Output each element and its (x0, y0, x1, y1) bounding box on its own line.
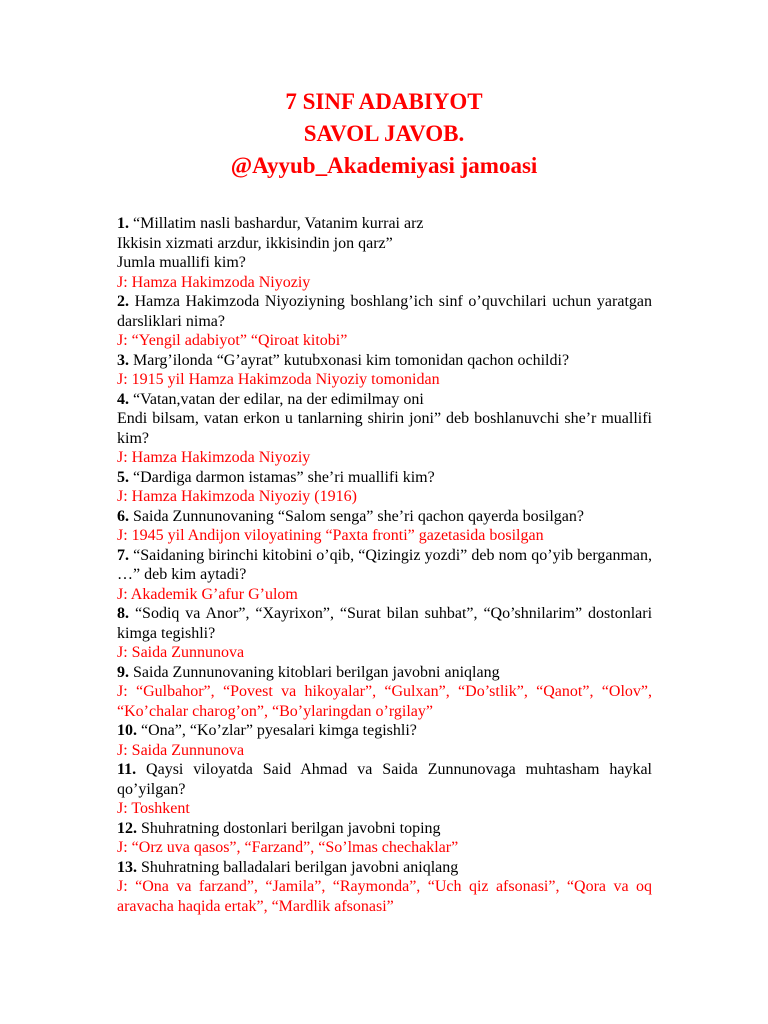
answer: J: Hamza Hakimzoda Niyoziy (1916) (117, 488, 357, 505)
qa-item (117, 292, 652, 351)
question-number: 8. (117, 605, 129, 622)
question (117, 390, 652, 449)
question-text: Jumla muallifi kim? (117, 254, 246, 271)
question-text (117, 820, 441, 837)
question-number: 10. (117, 722, 137, 739)
question-text (117, 664, 500, 681)
answer: J: “Ona va farzand”, “Jamila”, “Raymonda”, “Uch qiz afsonasi”, “Qora va oq aravacha haqida ertak”, “Mardlik afsonasi” (117, 878, 652, 915)
qa-item (117, 819, 652, 858)
question-line: Marg’ilonda “G’ayrat” kutubxonasi kim tomonidan qachon ochildi? (133, 351, 570, 369)
question-line: “Dardiga darmon istamas” she’ri muallifi kim? (133, 468, 435, 486)
question-line: “Saidaning birinchi kitobini o’qib, “Qizingiz yozdi” deb nom qo’yib berganman, …” deb kim aytadi? (117, 546, 653, 583)
question-text (117, 391, 424, 408)
question-text (117, 761, 652, 798)
question (117, 760, 652, 799)
question-text (117, 547, 652, 584)
question-number: 4. (117, 390, 129, 408)
question-text (117, 722, 417, 739)
question-number: 2. (117, 293, 129, 310)
question (117, 663, 652, 683)
header-author: @Ayyub_Akademiyasi jamoasi (230, 153, 538, 178)
question-line: Saida Zunnunovaning “Salom senga” she’ri qachon qayerda bosilgan? (133, 507, 584, 525)
question-line: “Millatim nasli bashardur, Vatanim kurrai arz (133, 215, 424, 232)
question (117, 604, 652, 643)
question-text (117, 859, 458, 876)
question-answer-list (117, 214, 652, 916)
qa-item (117, 214, 652, 292)
question (117, 858, 652, 878)
question (117, 292, 652, 331)
question (117, 721, 652, 741)
question-number: 13. (117, 858, 137, 876)
answer: J: “Yengil adabiyot” “Qiroat kitobi” (117, 332, 348, 349)
question-line: Saida Zunnunovaning kitoblari berilgan javobni aniqlang (133, 663, 500, 681)
question-number: 6. (117, 507, 129, 525)
question-line: “Vatan,vatan der edilar, na der edimilmay oni (133, 390, 424, 408)
header-subtitle: SAVOL JAVOB. (303, 121, 465, 146)
answer: J: Toshkent (117, 800, 190, 817)
answer: J: “Orz uva qasos”, “Farzand”, “So’lmas chechaklar” (117, 839, 459, 856)
question (117, 507, 652, 527)
answer: J: 1915 yil Hamza Hakimzoda Niyoziy tomonidan (117, 371, 440, 388)
answer: J: “Gulbahor”, “Povest va hikoyalar”, “Gulxan”, “Do’stlik”, “Qanot”, “Olov”, “Ko’chalar charog’on”, “Bo’ylaringdan o’rgilay” (117, 683, 652, 720)
question (117, 546, 652, 585)
question-text: Ikkisin xizmati arzdur, ikkisindin jon qarz” (117, 234, 393, 252)
qa-item (117, 858, 652, 917)
qa-item (117, 351, 652, 390)
answer: J: Hamza Hakimzoda Niyoziy (117, 449, 311, 466)
question-line: “Ona”, “Ko’zlar” pyesalari kimga tegishli? (141, 722, 417, 739)
question-text (117, 469, 435, 486)
header-title: 7 SINF ADABIYOT (285, 89, 483, 114)
answer: J: Akademik G’afur G’ulom (117, 585, 298, 603)
qa-item (117, 760, 652, 819)
question (117, 214, 652, 273)
question (117, 819, 652, 839)
question-number: 5. (117, 468, 129, 486)
question-number: 7. (117, 546, 129, 564)
document-header (0, 86, 768, 182)
answer: J: Saida Zunnunova (117, 644, 245, 661)
question-number: 11. (117, 761, 137, 778)
answer: J: 1945 yil Andijon viloyatining “Paxta fronti” gazetasida bosilgan (117, 527, 544, 544)
qa-item (117, 546, 652, 605)
question (117, 351, 652, 371)
qa-item (117, 721, 652, 760)
qa-item (117, 663, 652, 722)
question-text (117, 352, 569, 369)
question-line: Shuhratning dostonlari berilgan javobni toping (141, 819, 441, 837)
answer: J: Hamza Hakimzoda Niyoziy (117, 273, 311, 291)
question-number: 12. (117, 819, 137, 837)
qa-item (117, 468, 652, 507)
question-text (117, 293, 652, 330)
question-text (117, 215, 424, 232)
question-line: Shuhratning balladalari berilgan javobni aniqlang (141, 858, 459, 876)
question-line: Hamza Hakimzoda Niyoziyning boshlang’ich sinf o’quvchilari uchun yaratgan darsliklari nima? (117, 293, 653, 330)
question-text (117, 508, 584, 525)
qa-item (117, 604, 652, 663)
question-number: 9. (117, 663, 129, 681)
question-line: Qaysi viloyatda Said Ahmad va Saida Zunnunovaga muhtasham haykal qo’yilgan? (117, 761, 652, 798)
qa-item (117, 507, 652, 546)
qa-item (117, 390, 652, 468)
question-number: 3. (117, 351, 129, 369)
question-text (117, 605, 652, 642)
question-line: “Sodiq va Anor”, “Xayrixon”, “Surat bilan suhbat”, “Qo’shnilarim” dostonlari kimga tegishli? (117, 605, 653, 642)
answer: J: Saida Zunnunova (117, 741, 245, 759)
question (117, 468, 652, 488)
question-number: 1. (117, 215, 129, 232)
question-text: Endi bilsam, vatan erkon u tanlarning shirin joni” deb boshlanuvchi she’r muallifi kim? (117, 410, 652, 447)
